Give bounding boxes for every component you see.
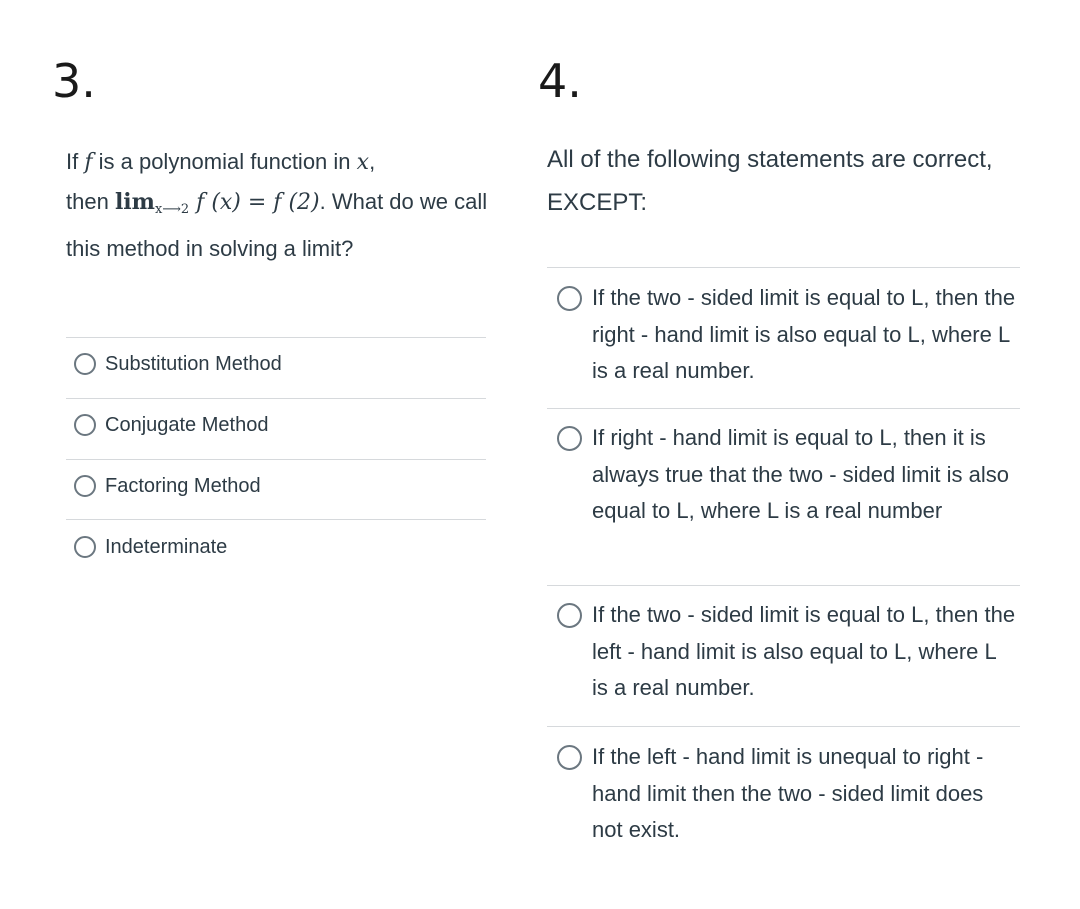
divider bbox=[547, 726, 1020, 727]
math-x: x bbox=[356, 150, 370, 175]
math-lim-subscript: x⟶2 bbox=[154, 202, 190, 217]
option-label: If the two - sided limit is equal to L, then the left - hand limit is also equal to L, where L is a real number. bbox=[592, 602, 1016, 700]
radio-button-icon[interactable] bbox=[74, 353, 96, 375]
prompt-text: is a polynomial function in bbox=[92, 149, 357, 174]
radio-button-icon[interactable] bbox=[74, 414, 96, 436]
option-label: Substitution Method bbox=[105, 353, 282, 375]
prompt-text: then bbox=[66, 189, 115, 214]
q4-option-1[interactable] bbox=[557, 280, 1017, 390]
radio-button-icon[interactable] bbox=[74, 536, 96, 558]
divider bbox=[66, 398, 486, 399]
prompt-text: If bbox=[66, 149, 85, 174]
radio-button-icon[interactable] bbox=[74, 475, 96, 497]
q3-option-factoring[interactable] bbox=[74, 472, 261, 500]
radio-button-icon[interactable] bbox=[557, 745, 582, 770]
prompt-text: . What do we call this method in solving a limit? bbox=[66, 189, 488, 261]
option-label: If the left - hand limit is unequal to right - hand limit then the two - sided limit does not exist. bbox=[592, 744, 984, 842]
option-label: If right - hand limit is equal to L, then it is always true that the two - sided limit is also equal to L, where L is a real number bbox=[592, 425, 1009, 523]
radio-button-icon[interactable] bbox=[557, 286, 582, 311]
option-label: Indeterminate bbox=[105, 536, 228, 558]
divider bbox=[547, 408, 1020, 409]
divider bbox=[66, 337, 486, 338]
prompt-text: , bbox=[369, 149, 376, 174]
radio-button-icon[interactable] bbox=[557, 603, 582, 628]
option-label: Factoring Method bbox=[105, 475, 261, 497]
divider bbox=[547, 267, 1020, 268]
question-3-prompt bbox=[66, 142, 496, 268]
question-3-number: 3. bbox=[52, 54, 96, 108]
q4-option-4[interactable] bbox=[557, 739, 1017, 849]
math-lim: lim bbox=[114, 189, 155, 215]
q3-option-conjugate[interactable] bbox=[74, 411, 268, 439]
q4-option-2[interactable] bbox=[557, 420, 1017, 530]
question-4-number: 4. bbox=[538, 54, 582, 108]
q3-option-indeterminate[interactable] bbox=[74, 533, 227, 561]
option-label: If the two - sided limit is equal to L, then the right - hand limit is also equal to L, where L is a real number. bbox=[592, 285, 1016, 383]
option-label: Conjugate Method bbox=[105, 414, 269, 436]
q4-option-3[interactable] bbox=[557, 597, 1017, 707]
divider bbox=[66, 519, 486, 520]
divider bbox=[66, 459, 486, 460]
math-f: f bbox=[84, 150, 93, 175]
question-4-prompt: All of the following statements are correct, EXCEPT: bbox=[547, 146, 993, 216]
math-expression: f (x) = f (2) bbox=[189, 190, 320, 215]
divider bbox=[547, 585, 1020, 586]
q3-option-substitution[interactable] bbox=[74, 350, 282, 378]
radio-button-icon[interactable] bbox=[557, 426, 582, 451]
